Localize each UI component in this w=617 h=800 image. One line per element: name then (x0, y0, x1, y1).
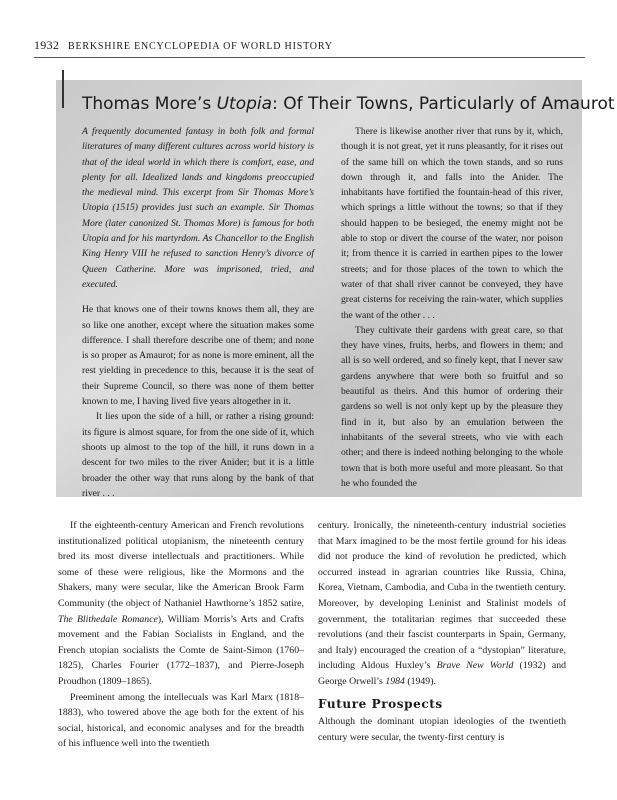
main-p1-text-a: If the eighteenth-century American and French revolutions institutionalized political utopianism, the nineteenth century bred its most diverse intellectuals and practitioners. While some of these were religious, like the Mormons and the Shakers, many were secular, like the American Brook Farm Community (the object of Nathaniel Hawthorne’s 1852 satire, (58, 520, 304, 609)
main-p3-italic-2: 1984 (385, 675, 405, 687)
section-heading: Future Prospects (318, 696, 443, 711)
sidebar-accent-rule (62, 70, 64, 108)
sidebar-right-paragraph-1: There is likewise another river that runs by it, which, though it is not great, yet it runs pleasantly, for it rises out of the same hill on which the town stands, and so runs down through it, and falls into the Anider. The inhabitants have fortified the fountain-head of this river, which springs a little without the towns; so that if they should happen to be besieged, the enemy might not be able to stop or divert the course of the water, nor poison it; from thence it is carried in earthen pipes to the lower streets; and for those places of the town to which the water of that shall river cannot be conveyed, they have great cisterns for receiving the rain-water, which supplies the want of the other . . . (341, 126, 563, 321)
main-p3-text-c: (1949). (404, 675, 436, 687)
sidebar-title-prefix: Thomas More’s (82, 94, 217, 114)
sidebar-left-column (82, 124, 314, 501)
sidebar-right-column (341, 124, 563, 491)
running-head (34, 38, 333, 53)
running-title: BERKSHIRE ENCYCLOPEDIA OF WORLD HISTORY (68, 41, 333, 52)
sidebar-left-paragraph-2: It lies upon the side of a hill, or rather a rising ground: its figure is almost square, for from the one side of it, which shoots up almost to the top of the hill, it runs down in a descent for two miles to the river Anider; but it is a little broader the other way that runs along by the bank of that river . . . (82, 411, 314, 499)
main-p1-text-b: ), William Morris’s Arts and Crafts movement and the Fabian Socialists in England, and the French utopian socialists the Comte de Saint-Simon (1760–1825), Charles Fourier (1772–1837), and Pierre-Joseph Proudhon (1809–1865). (58, 613, 304, 687)
sidebar-box (56, 80, 615, 499)
header-rule (34, 57, 585, 58)
sidebar-right-paragraph-2: They cultivate their gardens with great care, so that they have vines, fruits, herbs, and flowers in them; and all is so well ordered, and so finely kept, that I never saw gardens anywhere that were both so fruitful and so beautiful as theirs. And this humor of ordering their gardens so well is not only kept up by the pleasure they find in it, but also by an emulation between the inhabitants of the several streets, who vie with each other; and there is indeed nothing belonging to the whole town that is both more useful and more pleasant. So that he who founded the (341, 324, 563, 489)
main-left-column (58, 518, 304, 752)
sidebar-title (82, 94, 615, 114)
sidebar-title-suffix: : Of Their Towns, Particularly of Amaurot (272, 94, 615, 114)
main-right-column (318, 518, 566, 745)
sidebar-intro: A frequently documented fantasy in both folk and formal literatures of many different cultures across world history is that of the ideal world in which there is comfort, ease, and plenty for all. Idealized lands and kingdoms preoccupied the medieval mind. This excerpt from Sir Thomas More’s Utopia (1515) provides just such an example. Sir Thomas More (later canonized St. Thomas More) is famous for both Utopia and for his martyrdom. As Chancellor to the English King Henry VIII he refused to sanction Henry’s divorce of Queen Catherine. More was imprisoned, tried, and executed. (82, 126, 314, 290)
main-p3-text-a: century. Ironically, the nineteenth-century industrial societies that Marx imagined to be the most fertile ground for his ideas did not produce the kind of revolution he predicted, which occurred instead in agrarian countries like Russia, China, Korea, Vietnam, Cambodia, and Cuba in the twentieth century. Moreover, by developing Leninist and Stalinist models of government, the totalitarian regimes that succeeded these revolutions (and their fascist counterparts in Spain, Germany, and Italy) encouraged the creation of a “dystopian” literature, including Aldous Huxley’s (318, 520, 566, 672)
sidebar-title-italic: Utopia (216, 94, 273, 114)
page-number: 1932 (34, 38, 60, 52)
sidebar-left-paragraph-1: He that knows one of their towns knows them all, they are so like one another, except where the situation makes some difference. I shall therefore describe one of them; and none is so proper as Amaurot; for as none is more eminent, all the rest yielding in precedence to this, because it is the seat of their Supreme Council, so there was none of them better known to me, I having lived five years altogether in it. (82, 304, 314, 408)
main-paragraph-1 (58, 518, 304, 690)
main-p3-text-b: (1932) and George Orwell’s (318, 660, 566, 687)
main-p1-italic: The Blithedale Romance (58, 613, 158, 625)
main-paragraph-2: Preeminent among the intellecuals was Karl Marx (1818–1883), who towered above the age both for the extent of his social, historical, and economic analyses and for the breadth of his influence well into the twentieth (58, 691, 304, 750)
main-p3-italic-1: Brave New World (436, 660, 514, 672)
main-paragraph-4: Although the dominant utopian ideologies of the twentieth century were secular, the twenty-first century is (318, 716, 566, 743)
main-paragraph-3 (318, 518, 566, 690)
